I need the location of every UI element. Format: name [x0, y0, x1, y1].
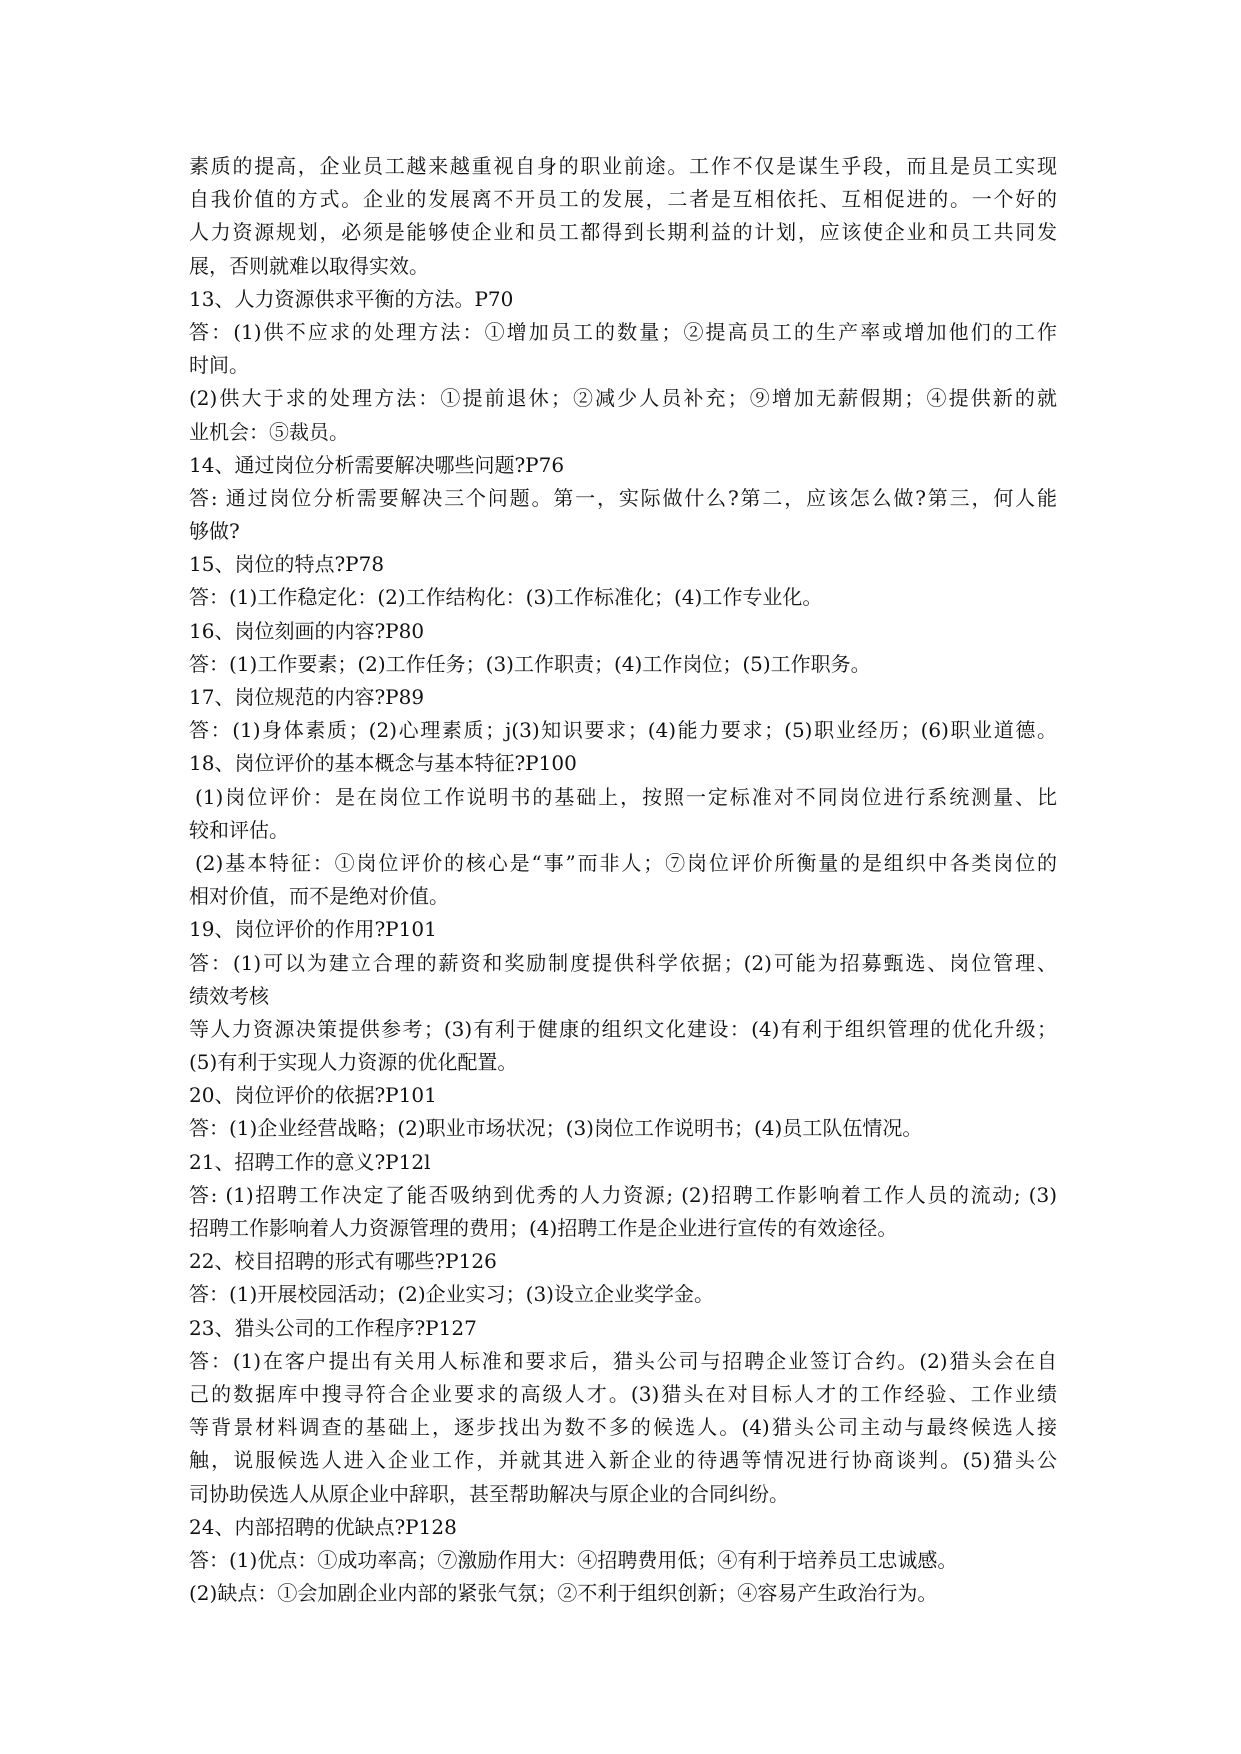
text-line: 较和评估。 — [189, 817, 289, 842]
text-line: 答：(1)身体素质；(2)心理素质；j(3)知识要求；(4)能力要求；(5)职业经历；(6)职业道德。 — [189, 718, 1057, 743]
text-line: 相对价值，而不是绝对价值。 — [189, 884, 449, 909]
text-line: 13、人力资源供求平衡的方法。P70 — [189, 286, 514, 311]
text-line: 20、岗位评价的依据?P101 — [189, 1083, 437, 1108]
text-line: 招聘工作影响着人力资源管理的费用；(4)招聘工作是企业进行宣传的有效途径。 — [189, 1216, 898, 1240]
text-line: 23、猎头公司的工作程序?P127 — [189, 1315, 477, 1340]
text-line: 答: (1)招聘工作决定了能否吸纳到优秀的人力资源; (2)招聘工作影响着工作人员的流动; (3) — [189, 1182, 1057, 1207]
text-line: 18、岗位评价的基本概念与基本特征?P100 — [189, 751, 577, 776]
text-line: 时间。 — [189, 353, 249, 378]
text-line: 素质的提高，企业员工越来越重视自身的职业前途。工作不仅是谋生乎段，而且是员工实现 — [189, 154, 1057, 178]
text-line: 人力资源规划，必须是能够使企业和员工都得到长期利益的计划，应该使企业和员工共同发 — [189, 220, 1057, 245]
text-line: (5)有利于实现人力资源的优化配置。 — [189, 1050, 518, 1075]
text-line: 答：(1)可以为建立合理的薪资和奖励制度提供科学依据；(2)可能为招募甄选、岗位管理、 — [189, 950, 1057, 975]
text-line: 答：(1)优点：①成功率高；⑦激励作用大：④招聘费用低；④有利于培养员工忠诚感。 — [189, 1547, 958, 1572]
text-line: 自我价值的方式。企业的发展离不开员工的发展，二者是互相依托、互相促进的。一个好的 — [189, 187, 1057, 212]
text-line: (2)基本特征：①岗位评价的核心是“事”而非人；⑦岗位评价所衡量的是组织中各类岗位的 — [195, 850, 1057, 875]
text-line: 己的数据库中搜寻符合企业要求的高级人才。(3)猎头在对目标人才的工作经验、工作业绩 — [189, 1381, 1057, 1406]
text-line: (1)岗位评价：是在岗位工作说明书的基础上，按照一定标准对不同岗位进行系统测量、比 — [195, 784, 1057, 809]
text-line: 司协助侯选人从原企业中辞职，甚至帮助解决与原企业的合同纠纷。 — [189, 1481, 789, 1506]
text-line: 19、岗位评价的作用?P101 — [189, 917, 437, 942]
document-page — [189, 150, 1057, 1610]
text-line: 16、岗位刻画的内容?P80 — [189, 618, 425, 643]
text-line: 24、内部招聘的优缺点?P128 — [189, 1514, 457, 1539]
text-line: 14、通过岗位分析需要解决哪些问题?P76 — [189, 452, 565, 477]
text-line: 17、岗位规范的内容?P89 — [189, 685, 425, 709]
text-line: 答：(1)供不应求的处理方法：①增加员工的数量；②提高员工的生产率或增加他们的工作 — [189, 319, 1057, 344]
text-line: 答：(1)企业经营战略；(2)职业市场状况；(3)岗位工作说明书；(4)员工队伍情况。 — [189, 1116, 923, 1141]
text-line: 答: 通过岗位分析需要解决三个问题。第一，实际做什么?第二，应该怎么做?第三，何人能 — [189, 485, 1057, 510]
text-line: 等背景材料调查的基础上，逐步找出为数不多的候选人。(4)猎头公司主动与最终候选人接 — [189, 1415, 1057, 1440]
text-line: 答：(1)工作稳定化：(2)工作结构化：(3)工作标准化；(4)工作专业化。 — [189, 585, 823, 610]
text-line: 答：(1)工作要素；(2)工作任务；(3)工作职责；(4)工作岗位；(5)工作职务。 — [189, 651, 871, 676]
text-line: 21、招聘工作的意义?P12l — [189, 1149, 431, 1174]
text-line: (2)供大于求的处理方法：①提前退休；②减少人员补充；⑨增加无薪假期；④提供新的就 — [189, 386, 1057, 411]
text-line: 够做? — [189, 519, 240, 544]
text-line: 展，否则就难以取得实效。 — [189, 253, 429, 278]
text-line: 15、岗位的特点?P78 — [189, 552, 385, 577]
text-line: 绩效考核 — [189, 983, 269, 1008]
text-line: 触，说服候选人进入企业工作，并就其进入新企业的待遇等情况进行协商谈判。(5)猎头公 — [189, 1448, 1057, 1473]
text-line: 答：(1)开展校园活动；(2)企业实习；(3)设立企业奖学金。 — [189, 1282, 714, 1307]
text-line: (2)缺点：①会加剧企业内部的紧张气氛；②不利于组织创新；④容易产生政治行为。 — [189, 1581, 938, 1606]
text-line: 22、校目招聘的形式有哪些?P126 — [189, 1249, 497, 1274]
text-line: 业机会：⑤裁员。 — [189, 419, 349, 444]
text-line: 等人力资源决策提供参考；(3)有利于健康的组织文化建设：(4)有利于组织管理的优化升级； — [189, 1016, 1057, 1041]
text-line: 答：(1)在客户提出有关用人标准和要求后，猎头公司与招聘企业签订合约。(2)猎头会在自 — [189, 1348, 1057, 1373]
